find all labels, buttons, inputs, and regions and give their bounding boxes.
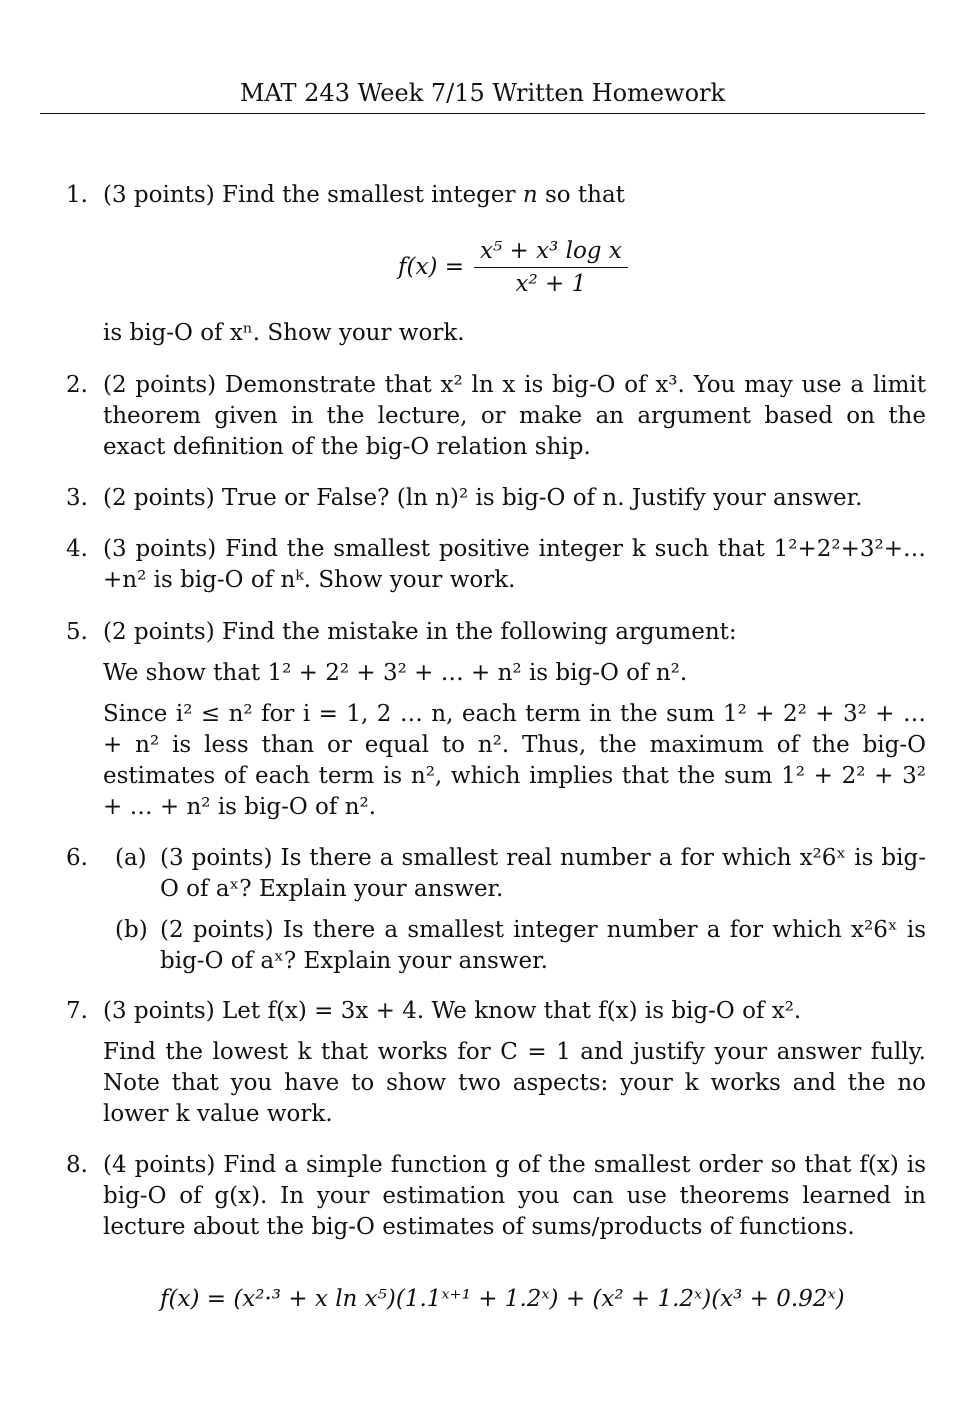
problem-text: (3 points) Find the smallest positive integer k such that 1²+2²+3²+…+n² is big-O of nᵏ. Show your work. [103,536,926,593]
problem-text: (3 points) Let f(x) = 3x + 4. We know that f(x) is big-O of x². [103,998,802,1024]
problem-number: 3. [66,485,88,511]
function-formula: f(x) = (x²·³ + x ln x⁵)(1.1ˣ⁺¹ + 1.2ˣ) + (x² + 1.2ˣ)(x³ + 0.92ˣ) [160,1286,845,1312]
page-title: MAT 243 Week 7/15 Written Homework [40,78,925,114]
problem-6 [66,843,926,977]
argument-claim: We show that 1² + 2² + 3² + … + n² is big-O of n². [103,660,688,686]
problem-number: 8. [66,1152,88,1178]
problem-text: (2 points) Demonstrate that x² ln x is big-O of x³. You may use a limit theorem given in the lecture, or make an argument based on the exact definition of the big-O relation ship. [103,372,927,460]
problem-2 [66,370,926,463]
subproblem-a: (a) (3 points) Is there a smallest real number a for which x²6ˣ is big-O of aˣ? Explain your answer. [115,845,926,902]
subproblem-b: (b) (2 points) Is there a smallest integer number a for which x²6ˣ is big-O of aˣ? Explain your answer. [115,917,926,974]
problem-text: (4 points) Find a simple function g of the smallest order so that f(x) is big-O of g(x). In your estimation you can use theorems learned in lecture about the big-O estimates of sums/products of functions. [103,1152,926,1240]
problem-number: 7. [66,998,88,1024]
problem-5 [66,617,926,823]
fraction-numerator: x⁵ + x³ log x [474,235,628,268]
problem-1 [66,180,926,211]
problem-1-outro: is big-O of xⁿ. Show your work. [103,320,465,346]
fraction-denominator: x² + 1 [515,270,587,297]
argument-body: Since i² ≤ n² for i = 1, 2 … n, each term in the sum 1² + 2² + 3² + … + n² is less than or equal to n². Thus, the maximum of the big-O estimates of each term is n², which implies that the sum 1² + 2² + 3² + … + n² is big-O of n². [103,701,926,820]
problem-number: 5. [66,619,88,645]
problem-8 [66,1150,926,1243]
fraction-formula: f(x) = $\frac{\text{x⁵ + x³ log x}}{\text{x² + 1}}$ [398,232,628,302]
problem-number: 1. [66,182,88,208]
problem-number: 2. [66,372,88,398]
problem-text: (3 points) Find the smallest integer n so that [103,182,625,208]
problem-number: 4. [66,536,88,562]
problem-3 [66,483,926,514]
problem-text: (2 points) Find the mistake in the following argument: [103,619,737,645]
problem-4 [66,534,926,596]
problem-text-continued: Find the lowest k that works for C = 1 and justify your answer fully. Note that you have to show two aspects: your k works and the no lower k value work. [103,1039,926,1127]
problem-text: (2 points) True or False? (ln n)² is big-O of n. Justify your answer. [103,485,863,511]
fraction [474,235,628,300]
problem-7 [66,996,926,1130]
problem-number: 6. [66,845,88,871]
